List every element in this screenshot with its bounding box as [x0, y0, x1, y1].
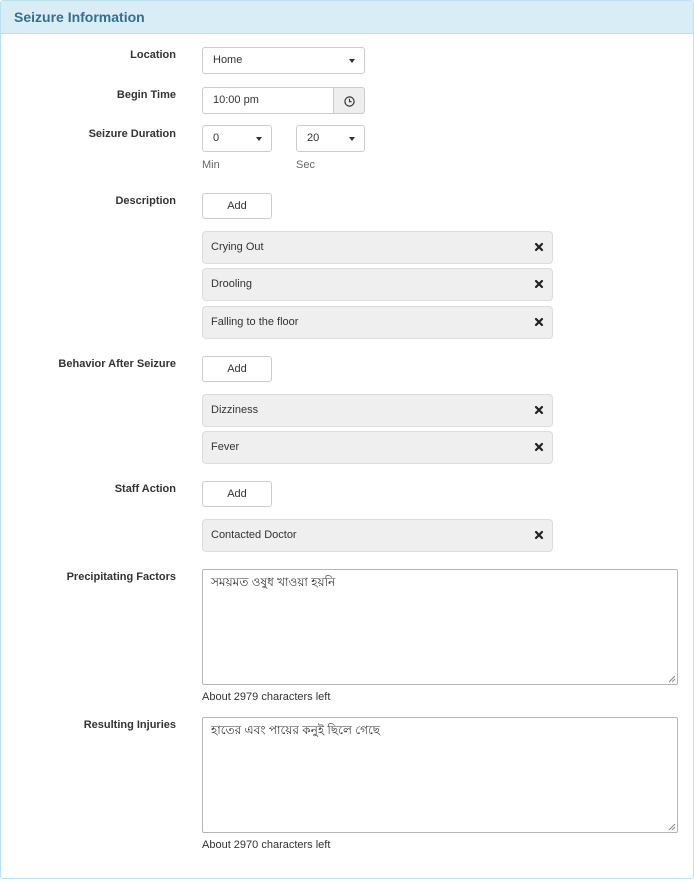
description-item-label: Falling to the floor [211, 316, 299, 328]
precipitating-factors-counter: About 2979 characters left [202, 691, 331, 703]
precipitating-factors-value: সময়মত ওষুধ খাওয়া হয়নি [211, 575, 336, 589]
location-label: Location [130, 49, 176, 61]
behavior-item [202, 394, 553, 427]
minutes-unit-label: Min [202, 159, 220, 171]
behavior-item [202, 431, 553, 464]
precipitating-factors-label: Precipitating Factors [66, 571, 176, 583]
panel-title: Seizure Information [1, 1, 693, 34]
staff-action-item-label: Contacted Doctor [211, 529, 297, 541]
chevron-down-icon [349, 137, 355, 141]
add-behavior-button[interactable]: Add [202, 356, 272, 382]
seconds-unit-label: Sec [296, 159, 315, 171]
chevron-down-icon [256, 137, 262, 141]
begin-time-label: Begin Time [116, 89, 176, 101]
resulting-injuries-label: Resulting Injuries [83, 719, 176, 731]
remove-icon[interactable] [534, 279, 544, 289]
staff-action-label: Staff Action [114, 483, 176, 495]
resize-grip-icon[interactable] [667, 674, 676, 683]
description-item [202, 231, 553, 264]
behavior-label: Behavior After Seizure [58, 358, 176, 370]
behavior-item-label: Fever [211, 441, 240, 453]
remove-icon[interactable] [534, 242, 544, 252]
description-item-label: Crying Out [211, 241, 264, 253]
location-value: Home [213, 54, 243, 66]
description-item-label: Drooling [211, 278, 252, 290]
description-item [202, 268, 553, 301]
remove-icon[interactable] [534, 317, 544, 327]
seizure-duration-label: Seizure Duration [88, 128, 176, 140]
begin-time-value: 10:00 pm [213, 94, 259, 106]
begin-time-picker-button[interactable] [333, 87, 365, 114]
duration-minutes-value: 0 [213, 132, 220, 144]
chevron-down-icon [349, 59, 355, 63]
precipitating-factors-textarea[interactable] [202, 569, 678, 685]
begin-time-input[interactable] [202, 87, 334, 114]
remove-icon[interactable] [534, 405, 544, 415]
resulting-injuries-counter: About 2970 characters left [202, 839, 331, 851]
add-staff-action-button[interactable]: Add [202, 481, 272, 507]
staff-action-item [202, 519, 553, 552]
resize-grip-icon[interactable] [667, 822, 676, 831]
add-description-button[interactable]: Add [202, 193, 272, 219]
description-item [202, 306, 553, 339]
description-label: Description [115, 195, 176, 207]
duration-seconds-value: 20 [307, 132, 320, 144]
duration-minutes-select[interactable] [202, 125, 272, 152]
clock-icon [344, 96, 355, 107]
duration-seconds-select[interactable] [296, 125, 365, 152]
resulting-injuries-textarea[interactable] [202, 717, 678, 833]
resulting-injuries-value: হাতের এবং পায়ের কনুই ছিলে গেছে [211, 723, 381, 737]
remove-icon[interactable] [534, 530, 544, 540]
behavior-item-label: Dizziness [211, 404, 259, 416]
location-select[interactable] [202, 47, 365, 74]
remove-icon[interactable] [534, 442, 544, 452]
